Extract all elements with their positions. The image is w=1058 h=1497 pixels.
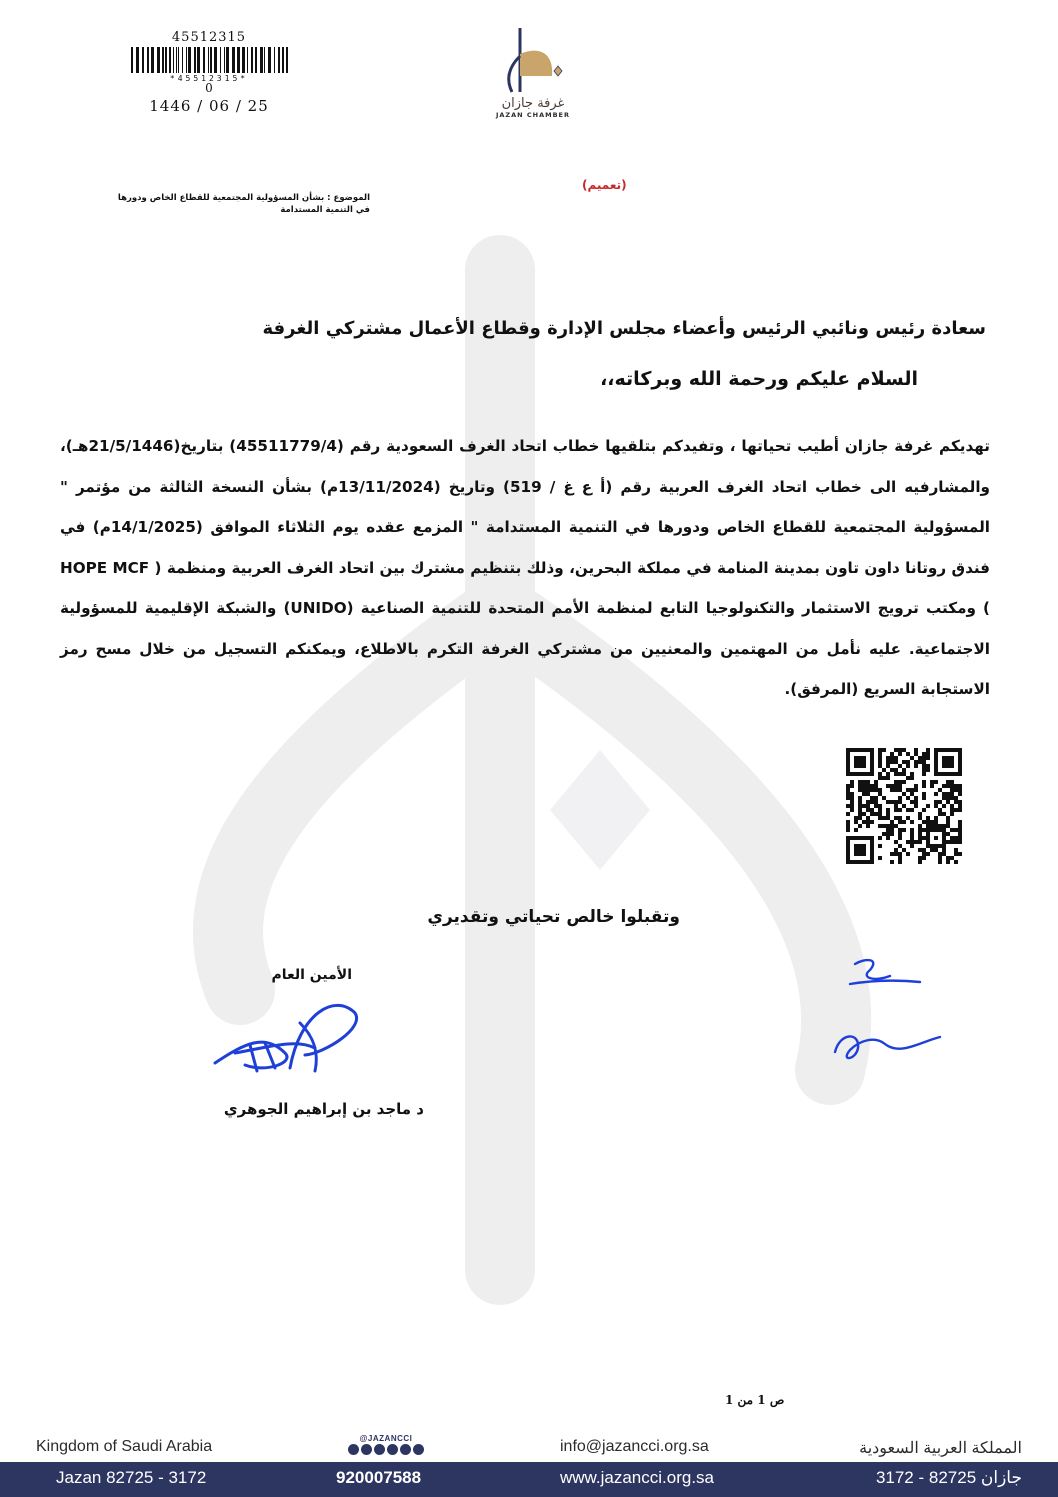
circular-tag: (تعميم): [582, 178, 627, 192]
linkedin-icon[interactable]: [413, 1444, 424, 1455]
closing-line: وتقبلوا خالص تحياتي وتقديري: [427, 907, 680, 927]
footer-address-en: Jazan 82725 - 3172: [56, 1468, 207, 1487]
footer-country-en: Kingdom of Saudi Arabia: [36, 1438, 213, 1455]
letter-body: تهديكم غرفة جازان أطيب تحياتها ، وتفيدكم بتلقيها خطاب اتحاد الغرف السعودية رقم (45511779/4) بتاريخ(21/5/1446هـ)، والمشارفيه الى خطاب اتحاد الغرف العربية رقم (أ ع غ / 519) وتاريخ (13/11/2024م) بشأن النسخة الثالثة من مؤتمر " المسؤولية المجتمعية للقطاع الخاص ودورها في التنمية المستدامة " المزمع عقده يوم الثلاثاء الموافق (14/1/2025م) في فندق روتانا داون تاون بمدينة المنامة في مملكة البحرين، وذلك بتنظيم مشترك بين اتحاد الغرف العربية ومنظمة ( HOPE MCF ) ومكتب ترويج الاستثمار والتكنولوجيا التابع لمنظمة الأمم المتحدة للتنمية الصناعية (UNIDO) والشبكة الإقليمية للمسؤولية الاجتماعية. عليه نأمل من المهتمين والمعنيين من مشتركي الغرفة التكرم بالاطلاع، ويمكنكم التسجيل من خلال مسح رمز الاستجابة السريع (المرفق).: [60, 437, 991, 698]
snapchat-icon[interactable]: [361, 1444, 372, 1455]
signatory-name: د ماجد بن إبراهيم الجوهري: [223, 1100, 424, 1118]
chamber-logo-icon: [498, 26, 568, 98]
signatory-title: الأمين العام: [271, 967, 352, 983]
hijri-date: 1446 / 06 / 25: [149, 97, 269, 115]
salutation: سعادة رئيس ونائبي الرئيس وأعضاء مجلس الإدارة وقطاع الأعمال مشتركي الغرفة: [262, 318, 986, 339]
logo-text-en: JAZAN CHAMBER: [495, 111, 570, 119]
chamber-watermark-icon: [150, 230, 910, 1310]
greeting: السلام عليكم ورحمة الله وبركاته،،: [600, 368, 918, 390]
barcode-block: [118, 30, 300, 115]
footer-social[interactable]: [338, 1434, 434, 1455]
subject-block: [60, 192, 370, 216]
initials-icon: [830, 952, 960, 1072]
page-number: ص 1 من 1: [725, 1393, 785, 1407]
x-icon[interactable]: [387, 1444, 398, 1455]
footer-website[interactable]: www.jazancci.org.sa: [560, 1468, 715, 1487]
social-icons: [338, 1444, 434, 1455]
barcode-human-readable: *45512315*: [169, 74, 249, 83]
footer-contacts: [0, 1434, 1058, 1462]
barcode-number: 45512315: [171, 30, 247, 45]
footer-phone[interactable]: 920007588: [336, 1468, 422, 1487]
barcode-extra: 0: [205, 81, 213, 95]
barcode-icon: [129, 47, 289, 73]
social-handle[interactable]: @JAZANCCI: [359, 1434, 413, 1443]
subject-line-2: في التنمية المستدامة: [280, 205, 370, 215]
instagram-icon[interactable]: [348, 1444, 359, 1455]
footer-country-ar: المملكة العربية السعودية: [859, 1440, 1022, 1457]
footer-bar: [0, 1462, 1058, 1497]
logo-text-ar: غرفة جازان: [501, 96, 565, 111]
footer-address-ar: جازان 82725 - 3172: [875, 1468, 1022, 1487]
footer-email[interactable]: info@jazancci.org.sa: [560, 1438, 709, 1455]
chamber-logo: [478, 26, 588, 119]
facebook-icon[interactable]: [374, 1444, 385, 1455]
youtube-icon[interactable]: [400, 1444, 411, 1455]
signature-icon: [205, 993, 375, 1093]
qr-code-icon[interactable]: [846, 748, 962, 864]
subject-line-1: الموضوع : بشأن المسؤولية المجتمعية للقطاع الخاص ودورها: [117, 193, 370, 203]
